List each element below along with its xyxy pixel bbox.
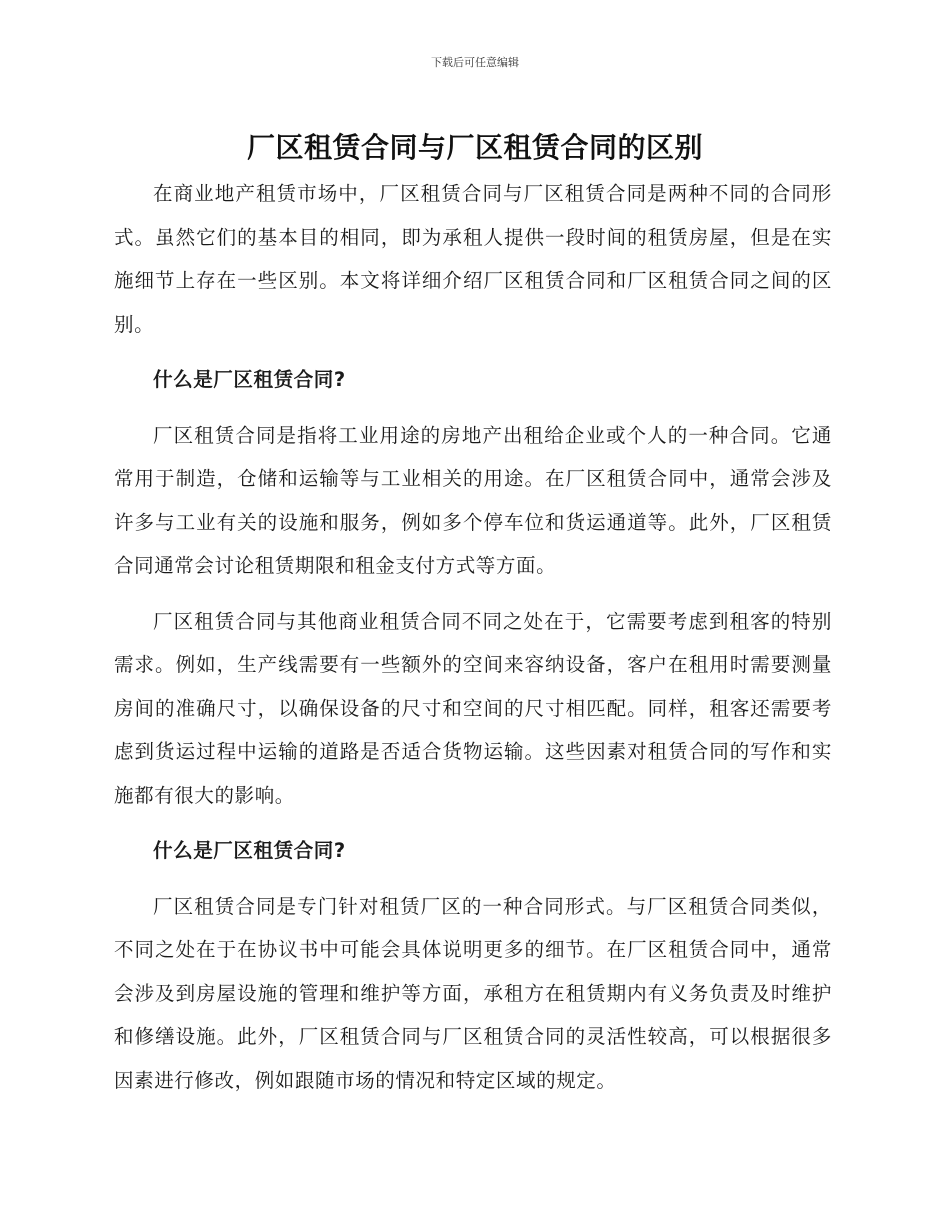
section-heading-2: 什么是厂区租赁合同? [153,839,346,862]
section-heading-1: 什么是厂区租赁合同? [153,368,346,391]
paragraph-intro: 在商业地产租赁市场中，厂区租赁合同与厂区租赁合同是两种不同的合同形式。虽然它们的基本目的相同，即为承租人提供一段时间的租赁房屋，但是在实施细节上存在一些区别。本文将详细介绍厂区租赁合同和厂区租赁合同之间的区别。 [114,182,832,336]
document-title: 厂区租赁合同与厂区租赁合同的区别 [246,131,703,164]
document-body [114,172,832,1102]
paragraph-difference: 厂区租赁合同与其他商业租赁合同不同之处在于，它需要考虑到租客的特别需求。例如，生产线需要有一些额外的空间来容纳设备，客户在租用时需要测量房间的准确尺寸，以确保设备的尺寸和空间的尺寸相匹配。同样，租客还需要考虑到货运过程中运输的道路是否适合货物运输。这些因素对租赁合同的写作和实施都有很大的影响。 [114,609,832,807]
paragraph-details: 厂区租赁合同是专门针对租赁厂区的一种合同形式。与厂区租赁合同类似，不同之处在于在协议书中可能会具体说明更多的细节。在厂区租赁合同中，通常会涉及到房屋设施的管理和维护等方面，承租方在租赁期内有义务负责及时维护和修缮设施。此外，厂区租赁合同与厂区租赁合同的灵活性较高，可以根据很多因素进行修改，例如跟随市场的情况和特定区域的规定。 [114,894,832,1092]
header-note: 下载后可任意编辑 [431,56,519,69]
paragraph-definition: 厂区租赁合同是指将工业用途的房地产出租给企业或个人的一种合同。它通常用于制造，仓储和运输等与工业相关的用途。在厂区租赁合同中，通常会涉及许多与工业有关的设施和服务，例如多个停车位和货运通道等。此外，厂区租赁合同通常会讨论租赁期限和租金支付方式等方面。 [114,423,832,577]
